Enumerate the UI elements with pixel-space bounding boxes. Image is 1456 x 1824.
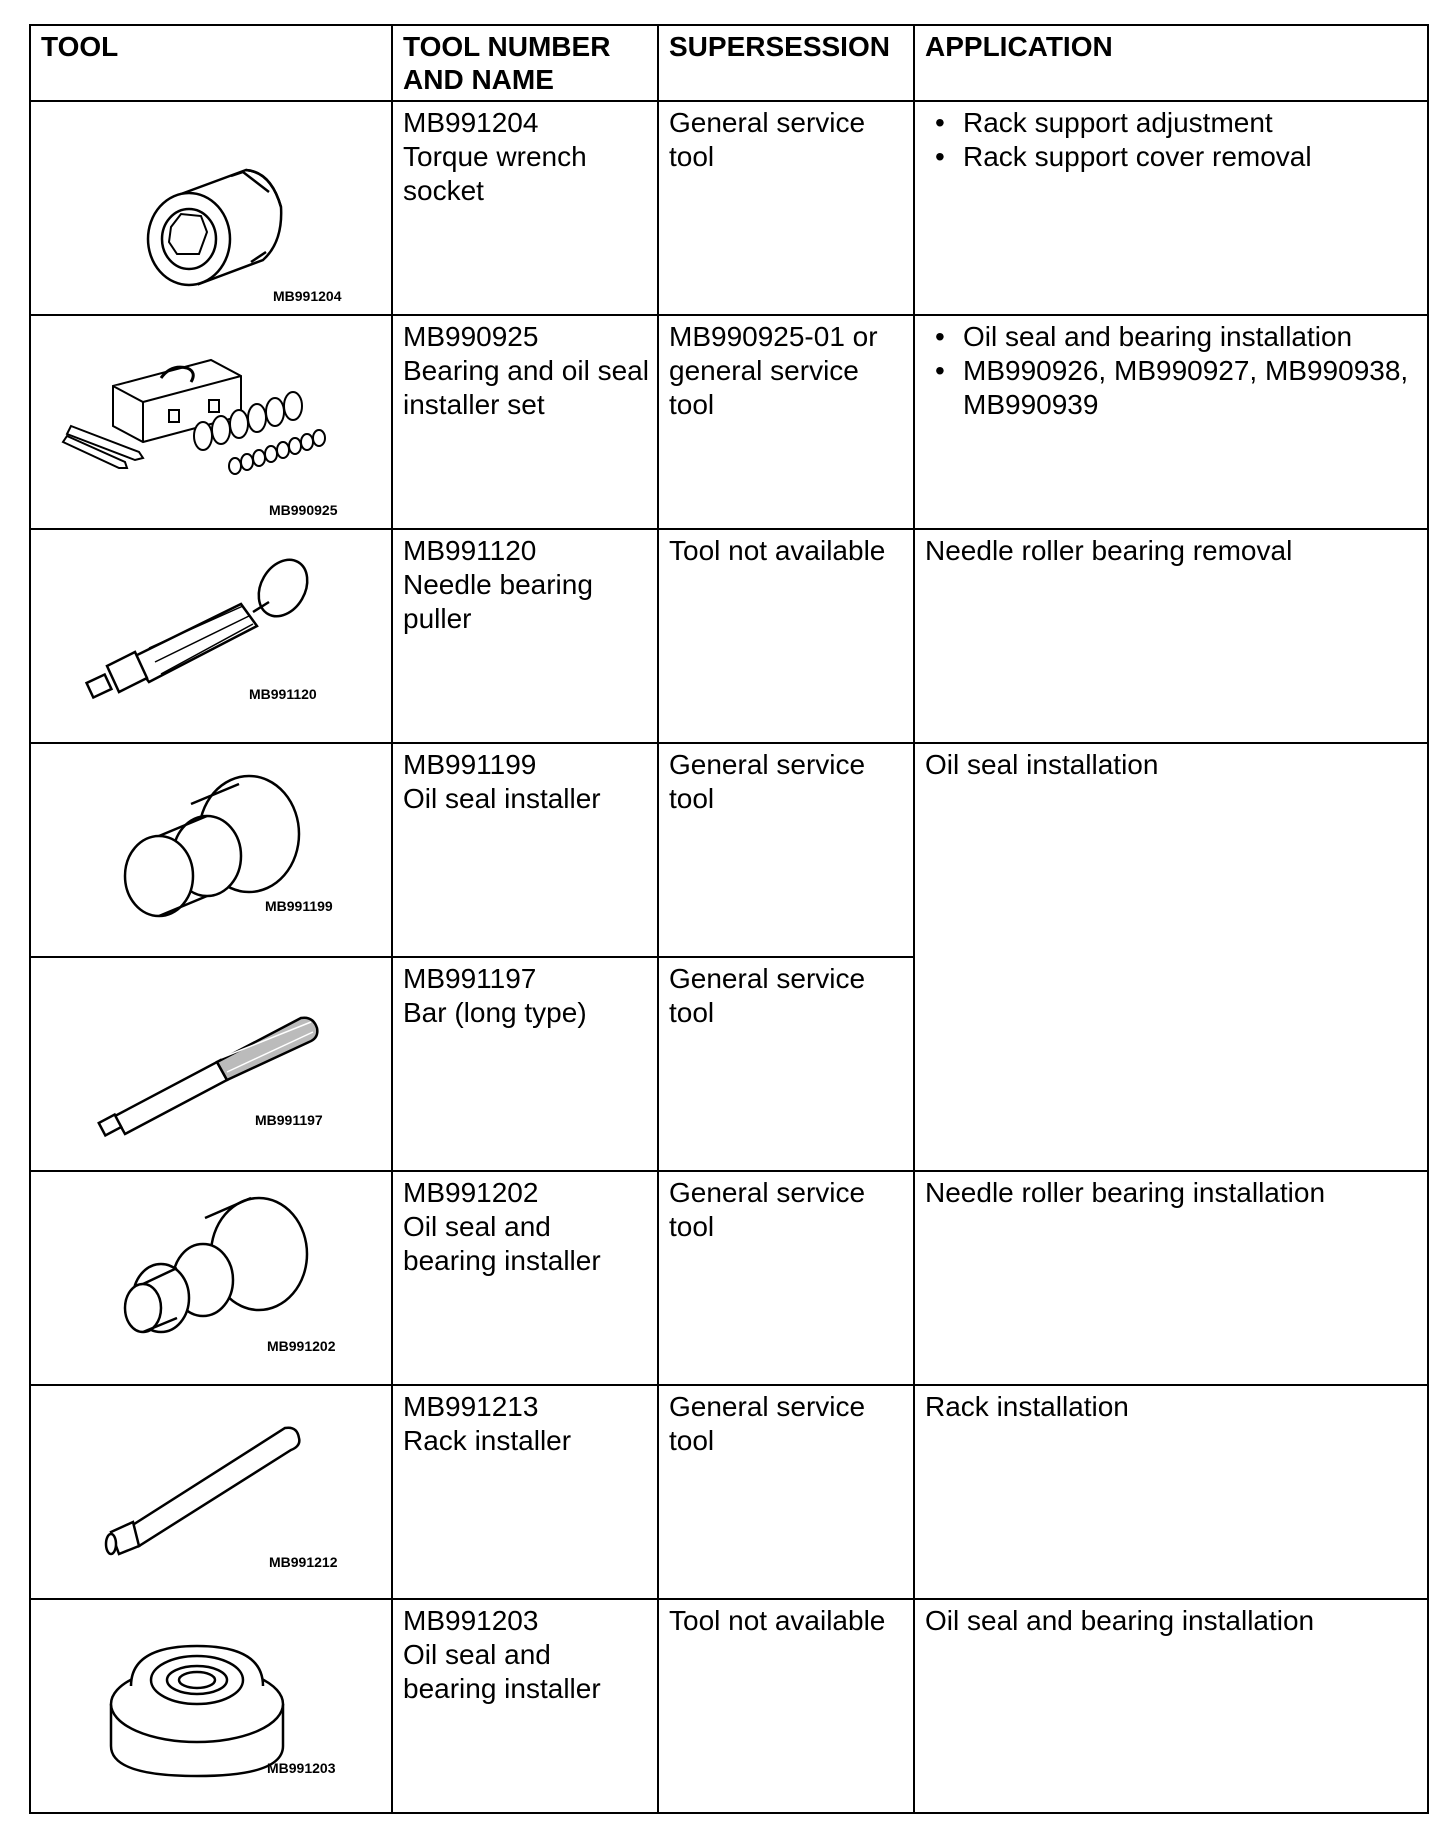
supersession-cell: General service tool: [658, 1385, 914, 1599]
tool-name: Oil seal installer: [403, 783, 601, 814]
application-cell: [914, 1599, 1428, 1813]
tool-image-cell: [30, 743, 392, 957]
table-row: [30, 743, 1428, 957]
tool-image-cell: [30, 1171, 392, 1385]
tool-name: Oil seal and bearing installer: [403, 1639, 601, 1704]
supersession-cell: Tool not available: [658, 529, 914, 743]
table-row: [30, 315, 1428, 529]
bar-icon: [31, 958, 391, 1170]
application-text: Needle roller bearing removal: [925, 535, 1293, 566]
table-row: [30, 1385, 1428, 1599]
tool-number-cell: [392, 529, 658, 743]
table-row: [30, 1171, 1428, 1385]
table-row: [30, 1599, 1428, 1813]
table-row: [30, 101, 1428, 315]
tool-image-cell: [30, 1385, 392, 1599]
application-cell: [914, 315, 1428, 529]
tool-name: Bearing and oil seal installer set: [403, 355, 649, 420]
application-cell: [914, 529, 1428, 743]
tool-number-cell: [392, 1171, 658, 1385]
tool-name: Needle bearing puller: [403, 569, 593, 634]
tool-number: MB991197: [403, 963, 537, 994]
application-text: Oil seal and bearing installation: [925, 1605, 1315, 1636]
tool-label: MB991204: [273, 288, 342, 304]
application-item: • Oil seal and bearing installation: [925, 320, 1419, 354]
tool-number-cell: [392, 743, 658, 957]
tool-number: MB991203: [403, 1605, 539, 1636]
tool-image-cell: [30, 529, 392, 743]
application-text: Needle roller bearing installation: [925, 1177, 1326, 1208]
tool-label: MB991203: [267, 1760, 336, 1776]
supersession-cell: General service tool: [658, 1171, 914, 1385]
header-tool: TOOL: [30, 25, 392, 101]
application-text: Oil seal installation: [925, 749, 1159, 780]
supersession-cell: General service tool: [658, 743, 914, 957]
tool-label: MB991212: [269, 1554, 338, 1570]
tool-number-cell: [392, 101, 658, 315]
tool-number: MB991202: [403, 1177, 539, 1208]
application-item: • Rack support cover removal: [925, 140, 1419, 174]
application-cell: [914, 743, 1428, 1171]
tool-name: Torque wrench socket: [403, 141, 587, 206]
seal-installer-icon: [31, 744, 391, 956]
puller-icon: [31, 530, 391, 742]
tool-number-cell: [392, 1385, 658, 1599]
tool-image-cell: [30, 957, 392, 1171]
tool-label: MB991199: [265, 898, 333, 914]
tool-number: MB991204: [403, 107, 539, 138]
header-row: [30, 25, 1428, 101]
application-item: • MB990926, MB990927, MB990938, MB990939: [925, 354, 1419, 422]
tool-label: MB991197: [255, 1112, 323, 1128]
table-row: [30, 529, 1428, 743]
special-tools-table: [29, 24, 1429, 1814]
supersession-cell: Tool not available: [658, 1599, 914, 1813]
tool-label: MB990925: [269, 502, 338, 518]
application-cell: [914, 101, 1428, 315]
header-application: APPLICATION: [914, 25, 1428, 101]
tool-number: MB991120: [403, 535, 537, 566]
tool-label: MB991120: [249, 686, 317, 702]
application-cell: [914, 1171, 1428, 1385]
socket-icon: [31, 102, 391, 314]
tool-name: Bar (long type): [403, 997, 587, 1028]
header-supersession: SUPERSESSION: [658, 25, 914, 101]
seal-bearing-installer-icon: [31, 1172, 391, 1384]
ring-installer-icon: [31, 1600, 391, 1812]
supersession-cell: General service tool: [658, 957, 914, 1171]
application-item: • Rack support adjustment: [925, 106, 1419, 140]
tool-number: MB991199: [403, 749, 537, 780]
application-cell: [914, 1385, 1428, 1599]
application-text: Rack installation: [925, 1391, 1129, 1422]
supersession-cell: MB990925-01 or general service tool: [658, 315, 914, 529]
tool-image-cell: [30, 101, 392, 315]
tool-number: MB990925: [403, 321, 539, 352]
tool-name: Rack installer: [403, 1425, 572, 1456]
tool-image-cell: [30, 1599, 392, 1813]
tool-image-cell: [30, 315, 392, 529]
installer-set-icon: [31, 316, 391, 528]
tool-number-cell: [392, 315, 658, 529]
tool-name: Oil seal and bearing installer: [403, 1211, 601, 1276]
tool-label: MB991202: [267, 1338, 336, 1354]
header-tool-number: TOOL NUMBER AND NAME: [392, 25, 658, 101]
tool-number-cell: [392, 957, 658, 1171]
supersession-cell: General service tool: [658, 101, 914, 315]
tool-number-cell: [392, 1599, 658, 1813]
tool-number: MB991213: [403, 1391, 539, 1422]
